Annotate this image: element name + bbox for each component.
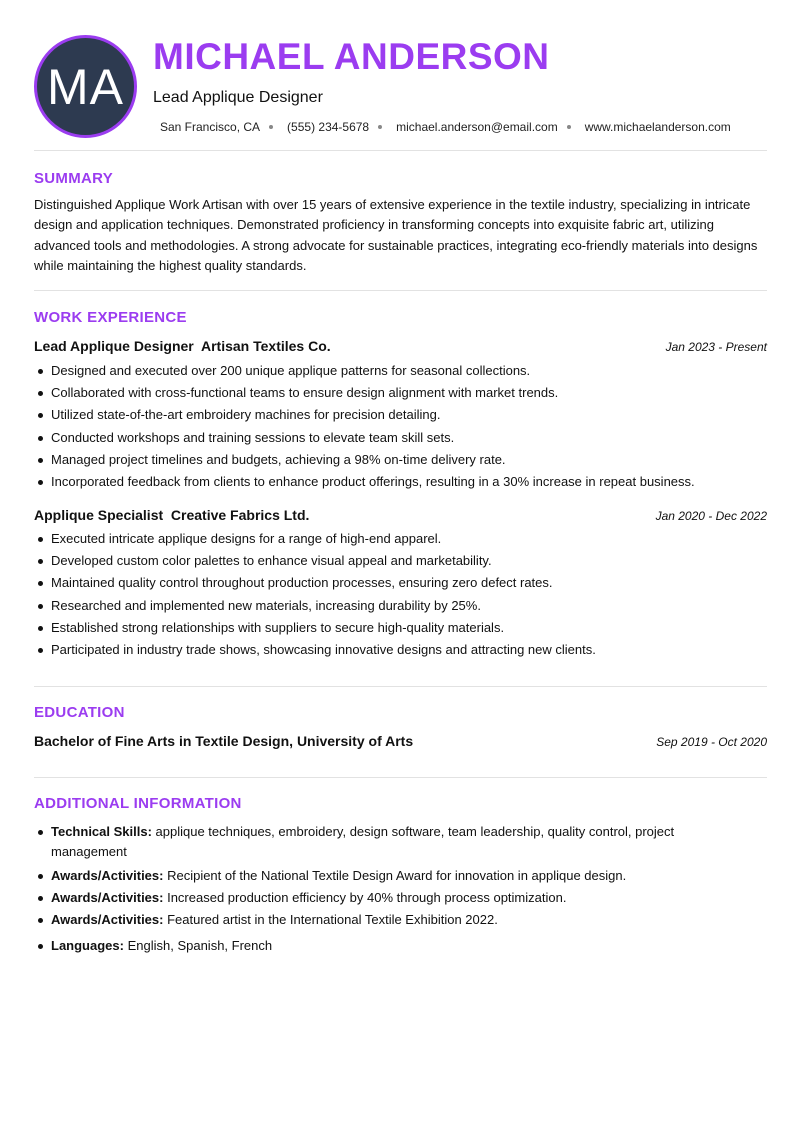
section-title-education: EDUCATION <box>34 704 125 721</box>
list-item <box>34 910 724 930</box>
separator-dot-icon <box>567 125 571 129</box>
list-item: Utilized state-of-the-art embroidery machines for precision detailing. <box>34 404 769 426</box>
list-item: Established strong relationships with suppliers to secure high-quality materials. <box>34 617 769 639</box>
item-label: Technical Skills: <box>51 824 152 839</box>
item-text: Increased production efficiency by 40% through process optimization. <box>163 890 567 905</box>
job-bullets <box>34 528 769 661</box>
list-item: Developed custom color palettes to enhance visual appeal and marketability. <box>34 550 769 572</box>
divider <box>34 150 767 151</box>
job-bullets <box>34 360 769 493</box>
list-item <box>34 822 724 861</box>
contact-website[interactable]: www.michaelanderson.com <box>584 120 731 134</box>
list-item: Designed and executed over 200 unique applique patterns for seasonal collections. <box>34 360 769 382</box>
contact-location: San Francisco, CA <box>160 120 261 134</box>
item-text: applique techniques, embroidery, design software, team leadership, quality control, project management <box>51 824 675 859</box>
job-role: Applique Specialist Creative Fabrics Ltd. <box>34 507 310 523</box>
divider <box>34 686 767 687</box>
list-item <box>34 936 724 956</box>
section-title-additional: ADDITIONAL INFORMATION <box>34 795 242 812</box>
item-label: Languages: <box>51 938 124 953</box>
separator-dot-icon <box>378 125 382 129</box>
item-text: English, Spanish, French <box>123 938 273 953</box>
education-dates: Sep 2019 - Oct 2020 <box>656 735 767 749</box>
item-text: Featured artist in the International Textile Exhibition 2022. <box>163 912 498 927</box>
list-item <box>34 866 724 886</box>
list-item: Maintained quality control throughout production processes, ensuring zero defect rates. <box>34 572 769 594</box>
divider <box>34 290 767 291</box>
list-item: Incorporated feedback from clients to enhance product offerings, resulting in a 30% increase in repeat business. <box>34 471 769 493</box>
job-header <box>34 507 767 523</box>
candidate-name: MICHAEL ANDERSON <box>153 36 550 77</box>
job-role: Lead Applique Designer Artisan Textiles Co. <box>34 338 331 354</box>
item-label: Awards/Activities: <box>51 868 164 883</box>
item-label: Awards/Activities: <box>51 890 164 905</box>
separator-dot-icon <box>269 125 273 129</box>
summary-text: Distinguished Applique Work Artisan with over 15 years of extensive experience in the textile industry, specializing in intricate design and application techniques. Demonstrated proficiency in transforming concepts into exquisite fabric art, utilizing advanced tools and methodologies. A strong advocate for sustainable practices, integrating eco-friendly materials into designs while maintaining the highest quality standards. <box>34 197 758 273</box>
contact-email[interactable]: michael.anderson@email.com <box>396 120 558 134</box>
contact-phone: (555) 234-5678 <box>287 120 370 134</box>
item-text: Recipient of the National Textile Design Award for innovation in applique design. <box>163 868 627 883</box>
job-header <box>34 338 767 354</box>
list-item: Conducted workshops and training sessions to elevate team skill sets. <box>34 427 769 449</box>
divider <box>34 777 767 778</box>
list-item: Executed intricate applique designs for a range of high-end apparel. <box>34 528 769 550</box>
job-dates: Jan 2023 - Present <box>665 340 767 354</box>
list-item <box>34 888 724 908</box>
avatar-initials: MA <box>47 58 124 115</box>
item-label: Awards/Activities: <box>51 912 164 927</box>
education-entry <box>34 733 767 749</box>
section-title-summary: SUMMARY <box>34 170 114 187</box>
contact-line <box>160 120 731 134</box>
list-item: Managed project timelines and budgets, achieving a 98% on-time delivery rate. <box>34 449 769 471</box>
job-dates: Jan 2020 - Dec 2022 <box>655 509 767 523</box>
avatar <box>34 35 137 138</box>
candidate-title: Lead Applique Designer <box>153 89 323 106</box>
education-degree: Bachelor of Fine Arts in Textile Design, University of Arts <box>34 733 414 749</box>
list-item: Participated in industry trade shows, showcasing innovative designs and attracting new clients. <box>34 639 769 661</box>
list-item: Collaborated with cross-functional teams to ensure design alignment with market trends. <box>34 382 769 404</box>
section-title-experience: WORK EXPERIENCE <box>34 309 187 326</box>
list-item: Researched and implemented new materials, increasing durability by 25%. <box>34 595 769 617</box>
